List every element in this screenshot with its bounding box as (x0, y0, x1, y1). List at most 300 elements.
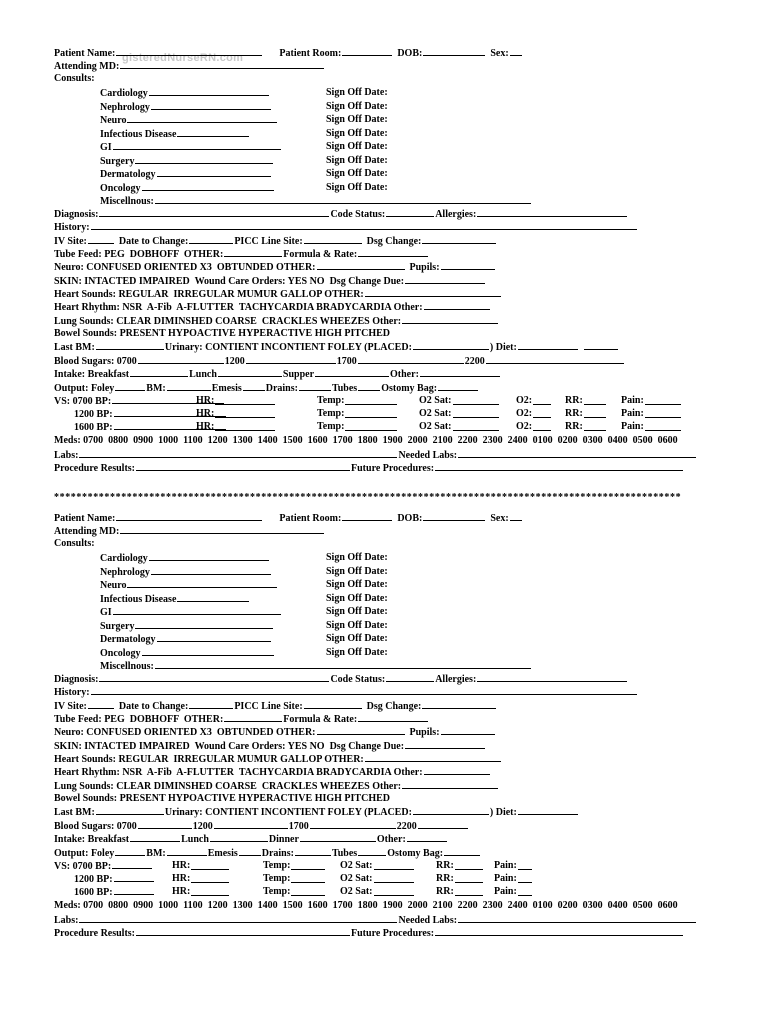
foley-field[interactable] (115, 846, 145, 856)
intake-other-field[interactable] (407, 832, 447, 842)
consult-row (100, 86, 388, 99)
o2-sat-field[interactable] (374, 869, 414, 870)
temp-field[interactable] (345, 430, 397, 431)
bm-field[interactable] (167, 846, 207, 856)
patient-name-field[interactable] (116, 46, 262, 56)
attending-md-label: Attending MD: (54, 526, 120, 537)
last-bm-urinary-row (54, 340, 619, 353)
breakfast-field[interactable] (130, 832, 180, 842)
temp-label: Temp: (317, 421, 345, 432)
urinary-label: Urinary: CONTIENT INCONTIENT FOLEY (PLACED: (164, 807, 412, 818)
consults-row (54, 537, 95, 550)
procedure-results-field[interactable] (136, 461, 350, 471)
vital-signs-row (54, 859, 517, 872)
hr-field[interactable] (191, 895, 229, 896)
neuro-label: Neuro: CONFUSED ORIENTED X3 OBTUNDED OTHER: (54, 262, 316, 273)
pain-label: Pain: (621, 421, 644, 432)
meds-label: Meds: 0700 0800 0900 1000 1100 1200 1300 1400 1500 1600 1700 1800 1900 2000 2100 2200 2300 2400 0100 0200 0300 0400 0500 0600 (54, 435, 678, 446)
hr-field[interactable] (215, 404, 275, 405)
skin-label: SKIN: INTACTED IMPAIRED Wound Care Orders: YES NO Dsg Change Due: (54, 741, 405, 752)
bs-1700-field[interactable] (310, 819, 396, 829)
consult-row (100, 154, 388, 167)
ostomy-bag-field[interactable] (444, 846, 480, 856)
consult-row (100, 578, 388, 591)
allergies-label: Allergies: (435, 209, 477, 220)
needed-labs-field[interactable] (458, 913, 696, 923)
consult-label: Cardiology (100, 88, 148, 99)
heart-sounds-row (54, 287, 502, 300)
bs-1700-field[interactable] (358, 354, 464, 364)
consult-field[interactable] (151, 100, 271, 110)
o2-label: O2: (516, 395, 533, 406)
formula-rate-field[interactable] (358, 247, 428, 257)
bp-field[interactable] (112, 859, 152, 869)
dob-label: DOB: (397, 48, 423, 59)
bs-2200-field[interactable] (418, 819, 468, 829)
consult-field[interactable] (149, 86, 269, 96)
tubes-field[interactable] (358, 846, 386, 856)
t1700-label: 1700 (336, 356, 357, 367)
consults-row (54, 72, 95, 85)
bp-1200-label: 1200 BP: (74, 874, 113, 885)
neuro-other-field[interactable] (317, 260, 405, 270)
miscellnous-field[interactable] (155, 194, 531, 204)
heart-rhythm-label: Heart Rhythm: NSR A-Fib A-FLUTTER TACHYCARDIA BRADYCARDIA Other: (54, 302, 423, 313)
heart-sounds-other-field[interactable] (365, 287, 501, 297)
consult-field[interactable] (177, 592, 249, 602)
consult-row (100, 100, 388, 113)
iv-site-row (54, 699, 497, 712)
procedure-results-field[interactable] (136, 926, 350, 936)
sign-off-date-label: Sign Off Date: (326, 633, 388, 644)
picc-line-site-label: PICC Line Site: (234, 236, 303, 247)
vital-signs-row (74, 872, 517, 885)
allergies-label: Allergies: (435, 674, 477, 685)
pain-field[interactable] (645, 430, 681, 431)
future-procedures-label: Future Procedures: (351, 463, 435, 474)
date-to-change-field[interactable] (189, 699, 233, 709)
consult-label: Oncology (100, 182, 141, 194)
meds-row (54, 434, 678, 447)
dsg-change-label: Dsg Change: (366, 701, 422, 712)
bm-field[interactable] (167, 381, 211, 391)
last-bm-urinary-row (54, 805, 579, 818)
miscellnous-label: Miscellnous: (100, 196, 154, 207)
consult-field[interactable] (113, 140, 281, 150)
lunch-label: Lunch (181, 834, 209, 845)
hr-label: HR: (172, 860, 191, 871)
hr-label: HR: (196, 408, 215, 419)
t2200-label: 2200 (396, 821, 417, 832)
o2-sat-field[interactable] (453, 430, 499, 431)
watermark: gisteredNurseRN.com (122, 52, 244, 64)
consult-label: Neuro (100, 115, 127, 126)
heart-rhythm-row (54, 300, 491, 313)
consult-row (100, 592, 388, 605)
sex-field[interactable] (510, 46, 522, 56)
consult-label: Surgery (100, 620, 135, 632)
pupils-label: Pupils: (409, 262, 440, 273)
history-label: History: (54, 222, 90, 233)
t1200-label: 1200 (192, 821, 213, 832)
labs-field[interactable] (79, 448, 397, 458)
bs-2200-field[interactable] (486, 354, 624, 364)
consult-field[interactable] (157, 167, 271, 177)
ostomy-bag-label: Ostomy Bag: (387, 848, 444, 859)
bp-field[interactable] (114, 872, 154, 882)
t1200-label: 1200 (224, 356, 245, 367)
vital-signs-row (54, 394, 644, 407)
lunch-field[interactable] (218, 367, 282, 377)
dsg-change-due-field[interactable] (405, 739, 485, 749)
sex-label: Sex: (490, 513, 509, 524)
needed-labs-field[interactable] (458, 448, 696, 458)
consult-row (100, 632, 388, 645)
iv-site-field[interactable] (88, 234, 114, 244)
blood-sugars-label: Blood Sugars: 0700 (54, 821, 137, 832)
code-status-field[interactable] (386, 672, 434, 682)
last-bm-field[interactable] (96, 805, 164, 815)
bp-field[interactable] (114, 885, 154, 895)
blood-sugars-label: Blood Sugars: 0700 (54, 356, 137, 367)
o2-sat-field[interactable] (453, 417, 499, 418)
code-status-label: Code Status: (330, 209, 386, 220)
rr-field[interactable] (455, 869, 483, 870)
vital-signs-row (74, 407, 644, 420)
tube-feed-other-field[interactable] (224, 247, 282, 257)
lung-sounds-row (54, 314, 499, 327)
skin-row (54, 739, 486, 752)
dinner-field[interactable] (300, 832, 376, 842)
last-bm-field[interactable] (96, 340, 164, 350)
consult-label: Surgery (100, 155, 135, 167)
consult-row (100, 646, 388, 659)
lunch-label: Lunch (189, 369, 217, 380)
patient-room-label: Patient Room: (279, 513, 342, 524)
skin-row (54, 274, 486, 287)
temp-field[interactable] (291, 895, 325, 896)
consult-field[interactable] (135, 154, 273, 164)
labs-row (54, 448, 697, 461)
neuro-row (54, 725, 496, 738)
t1700-label: 1700 (288, 821, 309, 832)
heart-sounds-other-field[interactable] (365, 752, 501, 762)
hr-field[interactable] (191, 882, 229, 883)
sex-field[interactable] (510, 511, 522, 521)
pain-field[interactable] (645, 404, 681, 405)
pain-field[interactable] (518, 869, 532, 870)
hr-label: HR: (196, 421, 215, 432)
heart-sounds-label: Heart Sounds: REGULAR IRREGULAR MUMUR GALLOP OTHER: (54, 754, 364, 765)
hr-label: HR: (172, 886, 191, 897)
output-label: Output: Foley (54, 848, 115, 859)
labs-field[interactable] (79, 913, 397, 923)
sex-label: Sex: (490, 48, 509, 59)
lung-sounds-other-field[interactable] (402, 314, 498, 324)
pain-field[interactable] (518, 882, 532, 883)
patient-name-label: Patient Name: (54, 513, 116, 524)
o2-sat-field[interactable] (453, 404, 499, 405)
bs-1200-field[interactable] (246, 354, 336, 364)
bp-1200-label: 1200 BP: (74, 409, 113, 420)
consult-field[interactable] (127, 578, 277, 588)
meds-label: Meds: 0700 0800 0900 1000 1100 1200 1300 1400 1500 1600 1700 1800 1900 2000 2100 2200 2300 2400 0100 0200 0300 0400 0500 0600 (54, 900, 678, 911)
picc-line-site-field[interactable] (304, 234, 362, 244)
tube-feed-label: Tube Feed: PEG DOBHOFF OTHER: (54, 714, 224, 725)
placed-field[interactable] (413, 805, 489, 815)
bp-1600-label: 1600 BP: (74, 887, 113, 898)
consult-label: Nephrology (100, 566, 150, 578)
diagnosis-field[interactable] (99, 672, 329, 682)
other-label: Other: (390, 369, 419, 380)
vs-0700-label: VS: 0700 BP: (54, 861, 112, 872)
dsg-change-field[interactable] (422, 699, 496, 709)
consult-row (100, 605, 388, 618)
ostomy-bag-label: Ostomy Bag: (381, 383, 438, 394)
history-row (54, 220, 638, 233)
o2-sat-label: O2 Sat: (419, 421, 452, 432)
temp-label: Temp: (263, 886, 291, 897)
iv-site-field[interactable] (88, 699, 114, 709)
supper-field[interactable] (315, 367, 389, 377)
patient-header-row (54, 511, 523, 524)
attending-md-label: Attending MD: (54, 61, 120, 72)
emesis-label: Emesis (207, 848, 238, 859)
date-to-change-label: Date to Change: (118, 701, 189, 712)
rr-label: RR: (436, 860, 454, 871)
dob-field[interactable] (423, 511, 485, 521)
consult-row (100, 551, 388, 564)
picc-line-site-field[interactable] (304, 699, 362, 709)
tube-feed-label: Tube Feed: PEG DOBHOFF OTHER: (54, 249, 224, 260)
future-procedures-field[interactable] (435, 926, 683, 936)
output-row (54, 846, 481, 859)
breakfast-field[interactable] (130, 367, 188, 377)
consult-row (100, 127, 388, 140)
o2-label: O2: (516, 421, 533, 432)
bowel-sounds-row (54, 792, 390, 805)
sign-off-date-label: Sign Off Date: (326, 87, 388, 98)
diagnosis-label: Diagnosis: (54, 209, 99, 220)
pain-label: Pain: (494, 886, 517, 897)
heart-sounds-label: Heart Sounds: REGULAR IRREGULAR MUMUR GALLOP OTHER: (54, 289, 364, 300)
patient-room-field[interactable] (342, 46, 392, 56)
hr-field[interactable] (191, 869, 229, 870)
pain-label: Pain: (621, 408, 644, 419)
history-field[interactable] (91, 685, 637, 695)
intake-row (54, 832, 448, 845)
sign-off-date-label: Sign Off Date: (326, 552, 388, 563)
temp-label: Temp: (317, 395, 345, 406)
consult-label: Neuro (100, 580, 127, 591)
bs-1200-field[interactable] (214, 819, 288, 829)
rr-label: RR: (436, 873, 454, 884)
bowel-sounds-label: Bowel Sounds: PRESENT HYPOACTIVE HYPERACTIVE HIGH PITCHED (54, 793, 390, 804)
hr-label: HR: (196, 395, 215, 406)
attending-md-field[interactable] (120, 59, 324, 69)
consult-field[interactable] (151, 565, 271, 575)
tubes-label: Tubes (331, 848, 358, 859)
other-label: Other: (376, 834, 406, 845)
history-field[interactable] (91, 220, 637, 230)
iv-site-row (54, 234, 497, 247)
o2-field[interactable] (533, 404, 551, 405)
code-status-label: Code Status: (330, 674, 386, 685)
drains-label: Drains: (261, 848, 294, 859)
diet-extra-field[interactable] (584, 340, 618, 350)
diet-label: ) Diet: (489, 807, 517, 818)
bs-0700-field[interactable] (138, 354, 224, 364)
pain-label: Pain: (621, 395, 644, 406)
consult-field[interactable] (142, 646, 274, 656)
consult-field[interactable] (177, 127, 249, 137)
intake-other-field[interactable] (420, 367, 500, 377)
o2-sat-label: O2 Sat: (340, 886, 373, 897)
drains-label: Drains: (265, 383, 298, 394)
pupils-label: Pupils: (409, 727, 440, 738)
dsg-change-due-field[interactable] (405, 274, 485, 284)
rr-label: RR: (565, 421, 583, 432)
emesis-field[interactable] (239, 846, 261, 856)
intake-label: Intake: Breakfast (54, 834, 130, 845)
formula-rate-field[interactable] (358, 712, 428, 722)
o2-field[interactable] (533, 430, 551, 431)
picc-line-site-label: PICC Line Site: (234, 701, 303, 712)
sign-off-date-label: Sign Off Date: (326, 565, 388, 577)
consult-field[interactable] (142, 181, 274, 191)
temp-field[interactable] (291, 869, 325, 870)
date-to-change-label: Date to Change: (118, 236, 189, 247)
patient-header-row (54, 46, 523, 59)
temp-field[interactable] (291, 882, 325, 883)
pain-field[interactable] (518, 895, 532, 896)
consult-row (100, 140, 388, 153)
supper-label: Supper (282, 369, 315, 380)
lung-sounds-label: Lung Sounds: CLEAR DIMINSHED COARSE CRACKLES WHEEZES Other: (54, 316, 402, 327)
lung-sounds-label: Lung Sounds: CLEAR DIMINSHED COARSE CRACKLES WHEEZES Other: (54, 781, 402, 792)
bp-1600-label: 1600 BP: (74, 422, 113, 433)
patient-name-field[interactable] (116, 511, 262, 521)
emesis-field[interactable] (243, 381, 265, 391)
tubes-field[interactable] (358, 381, 380, 391)
neuro-other-field[interactable] (317, 725, 405, 735)
bm-label: BM: (146, 383, 166, 394)
diagnosis-row (54, 672, 628, 685)
vital-signs-row (74, 420, 644, 433)
o2-sat-label: O2 Sat: (419, 408, 452, 419)
placed-field[interactable] (413, 340, 489, 350)
procedure-results-label: Procedure Results: (54, 463, 136, 474)
ostomy-bag-field[interactable] (438, 381, 478, 391)
lunch-field[interactable] (210, 832, 268, 842)
code-status-field[interactable] (386, 207, 434, 217)
o2-field[interactable] (533, 417, 551, 418)
heart-rhythm-other-field[interactable] (424, 765, 490, 775)
miscellnous-row (100, 659, 532, 672)
heart-rhythm-row (54, 765, 491, 778)
diagnosis-field[interactable] (99, 207, 329, 217)
temp-field[interactable] (345, 404, 397, 405)
consult-field[interactable] (127, 113, 277, 123)
labs-label: Labs: (54, 915, 79, 926)
consults-label: Consults: (54, 538, 95, 549)
pain-label: Pain: (494, 873, 517, 884)
temp-label: Temp: (263, 873, 291, 884)
dsg-change-field[interactable] (422, 234, 496, 244)
needed-labs-label: Needed Labs: (398, 450, 458, 461)
drains-field[interactable] (295, 846, 331, 856)
consult-label: GI (100, 607, 112, 618)
vs-0700-label: VS: 0700 BP: (54, 396, 112, 407)
bs-0700-field[interactable] (138, 819, 192, 829)
consult-row (100, 167, 388, 180)
consult-label: Dermatology (100, 634, 156, 645)
hr-field[interactable] (215, 417, 275, 418)
patient-room-label: Patient Room: (279, 48, 342, 59)
dsg-change-label: Dsg Change: (366, 236, 422, 247)
date-to-change-field[interactable] (189, 234, 233, 244)
lung-sounds-row (54, 779, 499, 792)
rr-field[interactable] (584, 417, 606, 418)
pain-field[interactable] (645, 417, 681, 418)
dinner-label: Dinner (268, 834, 299, 845)
patient-room-field[interactable] (342, 511, 392, 521)
miscellnous-field[interactable] (155, 659, 531, 669)
o2-sat-label: O2 Sat: (340, 860, 373, 871)
sign-off-date-label: Sign Off Date: (326, 141, 388, 152)
tube-feed-other-field[interactable] (224, 712, 282, 722)
consult-field[interactable] (135, 619, 273, 629)
formula-rate-label: Formula & Rate: (283, 714, 358, 725)
future-procedures-label: Future Procedures: (351, 928, 435, 939)
dob-field[interactable] (423, 46, 485, 56)
formula-rate-label: Formula & Rate: (283, 249, 358, 260)
diet-field[interactable] (518, 340, 578, 350)
consult-field[interactable] (149, 551, 269, 561)
rr-field[interactable] (455, 882, 483, 883)
bm-label: BM: (146, 848, 166, 859)
rr-field[interactable] (455, 895, 483, 896)
consult-label: Oncology (100, 647, 141, 659)
future-procedures-field[interactable] (435, 461, 683, 471)
hr-label: HR: (172, 873, 191, 884)
rr-field[interactable] (584, 404, 606, 405)
allergies-field[interactable] (477, 207, 627, 217)
needed-labs-label: Needed Labs: (398, 915, 458, 926)
temp-field[interactable] (345, 417, 397, 418)
diet-field[interactable] (518, 805, 578, 815)
o2-sat-field[interactable] (374, 882, 414, 883)
consult-field[interactable] (157, 632, 271, 642)
hr-field[interactable] (215, 430, 275, 431)
miscellnous-row (100, 194, 532, 207)
foley-field[interactable] (115, 381, 145, 391)
rr-field[interactable] (584, 430, 606, 431)
pupils-field[interactable] (441, 725, 495, 735)
consult-label: Infectious Disease (100, 593, 177, 605)
allergies-field[interactable] (477, 672, 627, 682)
attending-md-field[interactable] (120, 524, 324, 534)
consult-field[interactable] (113, 605, 281, 615)
heart-rhythm-other-field[interactable] (424, 300, 490, 310)
labs-label: Labs: (54, 450, 79, 461)
temp-label: Temp: (317, 408, 345, 419)
drains-field[interactable] (299, 381, 331, 391)
pupils-field[interactable] (441, 260, 495, 270)
lung-sounds-other-field[interactable] (402, 779, 498, 789)
consult-label: Nephrology (100, 101, 150, 113)
o2-sat-field[interactable] (374, 895, 414, 896)
